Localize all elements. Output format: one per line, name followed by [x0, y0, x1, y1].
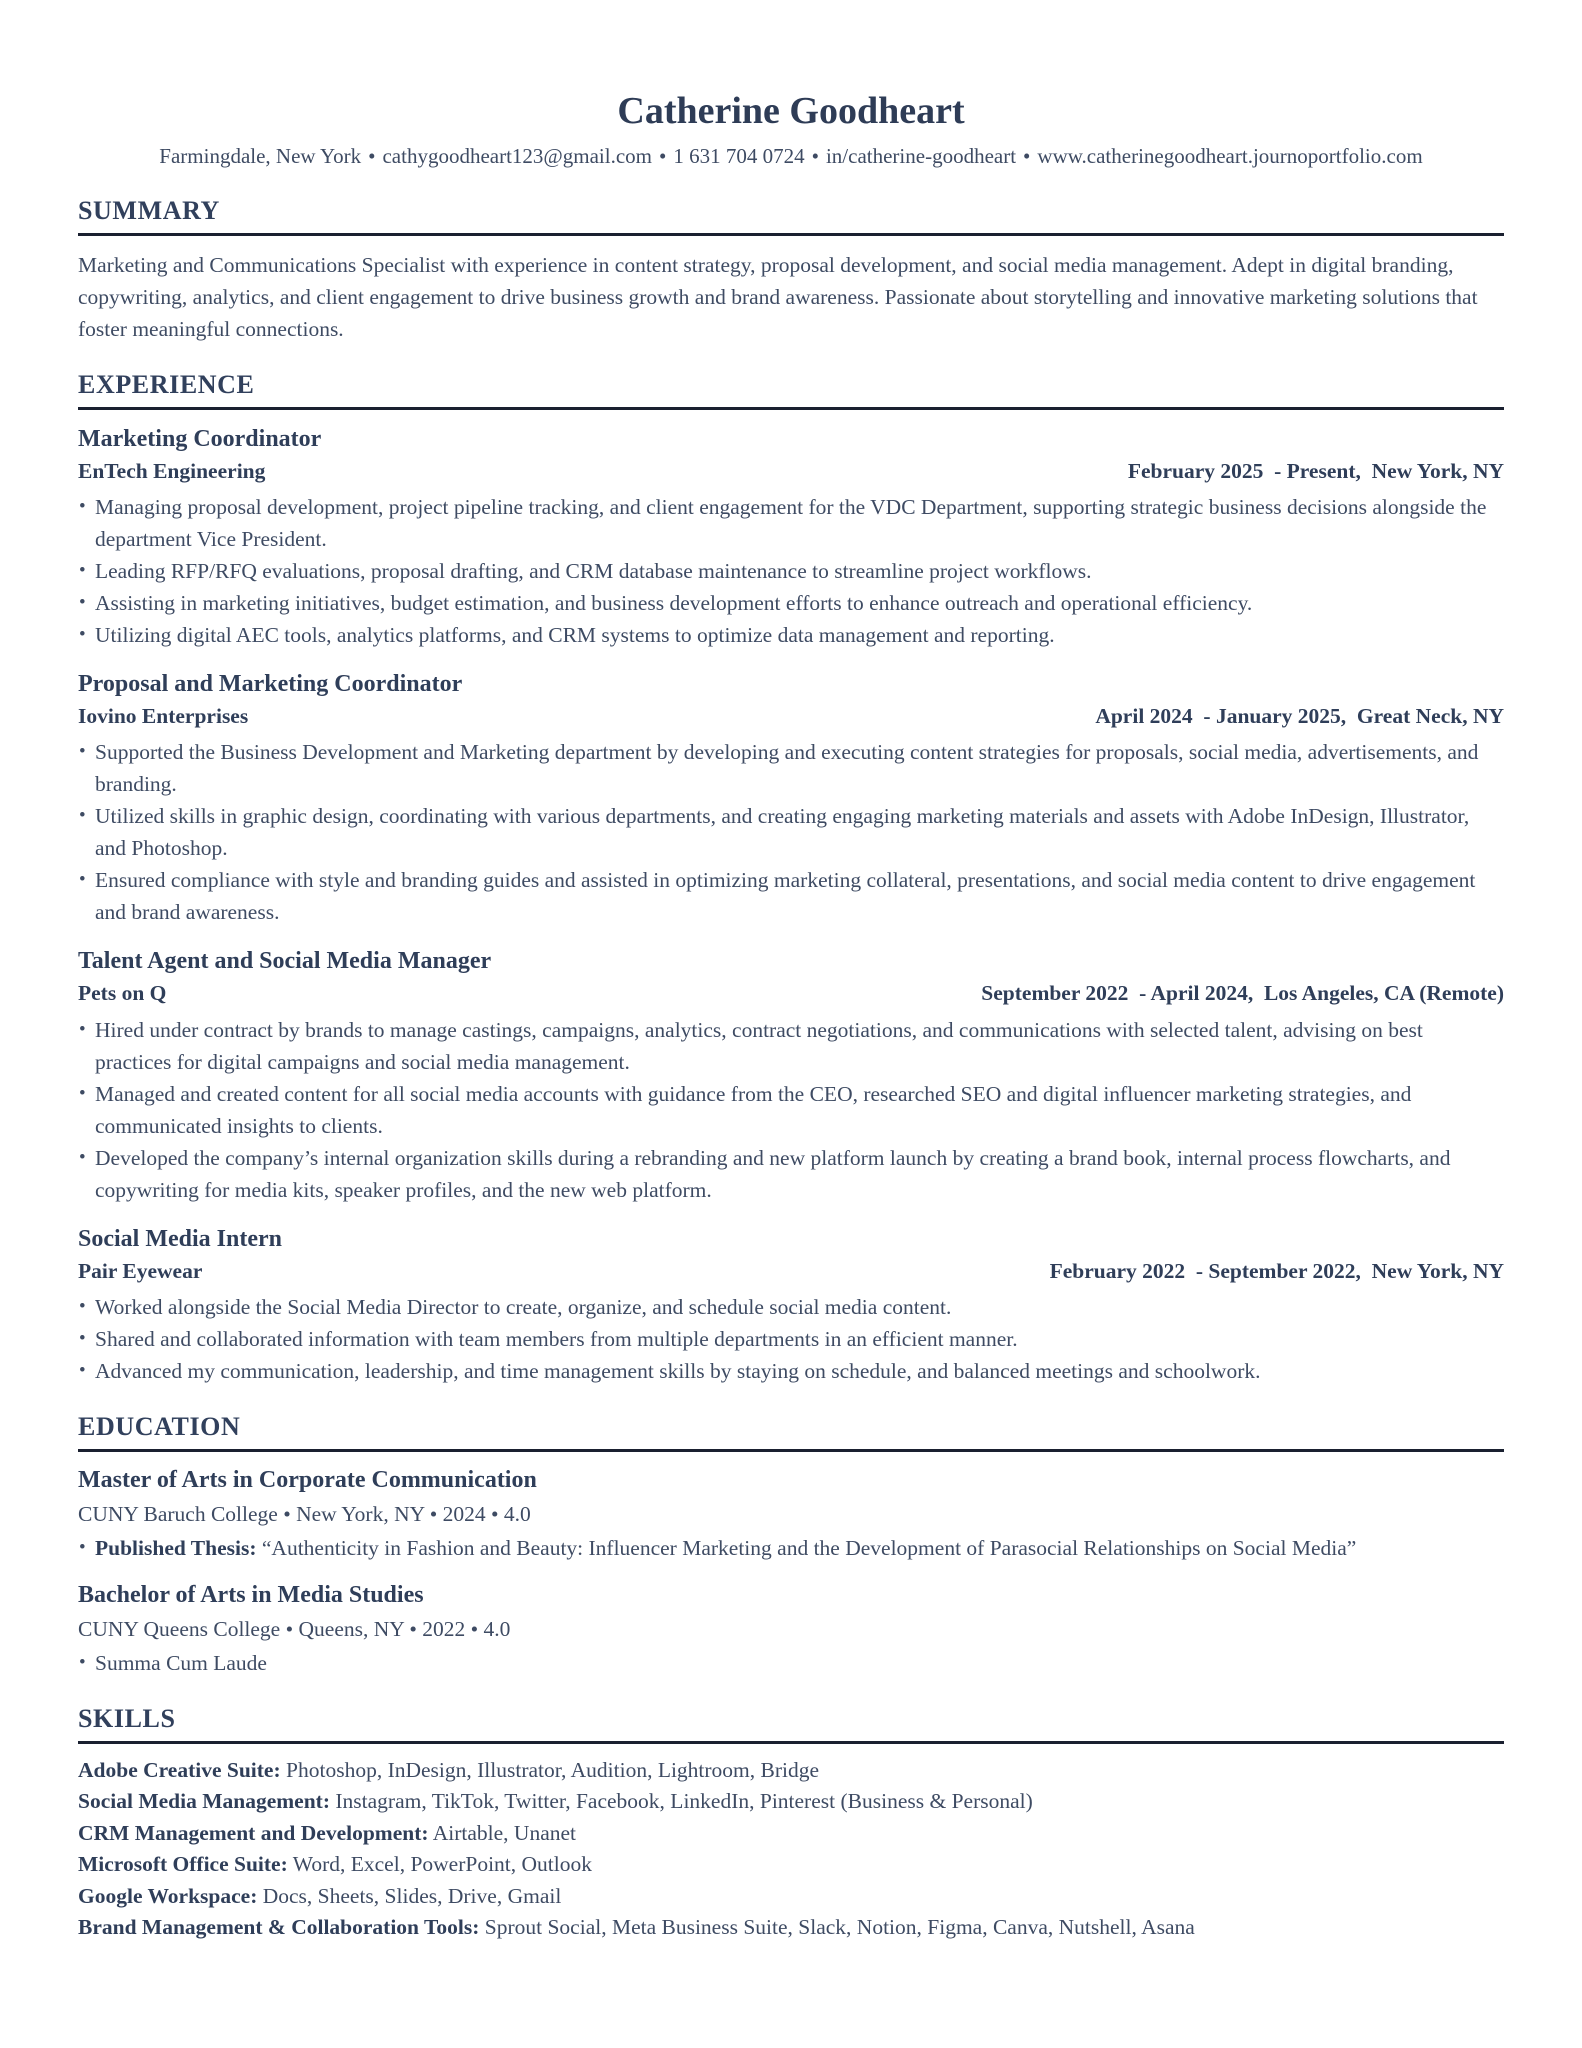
job-title: Talent Agent and Social Media Manager: [78, 948, 492, 975]
email-link[interactable]: cathygoodheart123@gmail.com: [382, 143, 652, 168]
degree-bullets: [78, 1647, 1504, 1679]
degree-details: CUNY Queens College • Queens, NY • 2022 • 4.0: [78, 1616, 511, 1641]
job-dates: September 2022 - April 2024, Los Angeles, CA (Remote): [981, 981, 1504, 1006]
linkedin-link[interactable]: in/catherine-goodheart: [825, 143, 1017, 168]
section-title-experience: EXPERIENCE: [78, 370, 255, 400]
job-bullet: • Managed and created content for all social media accounts with guidance from the CEO, researched SEO and digital influencer marketing strategies, and communicated insights to clients.: [78, 1078, 1504, 1142]
job-meta-row: [78, 1257, 1504, 1286]
contact-line: [78, 142, 1504, 171]
experience-job: [78, 1224, 1504, 1387]
skills-section: [78, 1703, 1504, 1944]
experience-job: [78, 669, 1504, 928]
section-title-skills: SKILLS: [78, 1703, 176, 1733]
job-bullet: • Advanced my communication, leadership, and time management skills by staying on schedule, and balanced meetings and schoolwork.: [78, 1355, 1504, 1387]
skill-line: [78, 1755, 1504, 1787]
skill-text: Docs, Sheets, Slides, Drive, Gmail: [262, 1883, 562, 1908]
skill-label: CRM Management and Development:: [78, 1820, 429, 1845]
summary-text: Marketing and Communications Specialist with experience in content strategy, proposal development, and social media management. Adept in digital branding, copywriting, analytics, and client engagement to drive business growth and brand awareness. Passionate about storytelling and innovative marketing solutions that foster meaningful connections.: [78, 253, 1478, 342]
job-bullet: • Ensured compliance with style and branding guides and assisted in optimizing marketing collateral, presentations, and social media content to drive engagement and brand awareness.: [78, 864, 1504, 928]
experience-job: [78, 946, 1504, 1205]
skill-line: [78, 1912, 1504, 1944]
job-bullet: • Developed the company’s internal organization skills during a rebranding and new platform launch by creating a brand book, internal process flowcharts, and copywriting for media kits, speaker profiles, and the new web platform.: [78, 1142, 1504, 1206]
degree-bullets: [78, 1532, 1504, 1564]
skill-text: Instagram, TikTok, Twitter, Facebook, LinkedIn, Pinterest (Business & Personal): [335, 1789, 1033, 1814]
job-bullet: • Shared and collaborated information with team members from multiple departments in an efficient manner.: [78, 1323, 1504, 1355]
degree-title: Master of Arts in Corporate Communication: [78, 1466, 537, 1493]
skill-text: Word, Excel, PowerPoint, Outlook: [292, 1852, 593, 1877]
skill-line: [78, 1818, 1504, 1850]
job-title: Social Media Intern: [78, 1225, 282, 1252]
skill-label: Microsoft Office Suite:: [78, 1852, 288, 1877]
skills-list: [78, 1755, 1504, 1944]
job-title: Marketing Coordinator: [78, 426, 322, 453]
job-title: Proposal and Marketing Coordinator: [78, 671, 463, 698]
skill-line: [78, 1849, 1504, 1881]
job-bullet: • Managing proposal development, project pipeline tracking, and client engagement for the VDC Department, supporting strategic business decisions alongside the department Vice President.: [78, 491, 1504, 555]
job-dates: April 2024 - January 2025, Great Neck, NY: [1095, 704, 1504, 729]
job-bullet: • Utilized skills in graphic design, coordinating with various departments, and creating engaging marketing materials and assets with Adobe InDesign, Illustrator, and Photoshop.: [78, 800, 1504, 864]
company-name: Pets on Q: [78, 981, 167, 1006]
job-bullets: [78, 491, 1504, 651]
job-bullet: • Utilizing digital AEC tools, analytics platforms, and CRM systems to optimize data management and reporting.: [78, 619, 1504, 651]
honors-text: Summa Cum Laude: [95, 1650, 267, 1675]
degree-bullet: [78, 1532, 1504, 1564]
job-meta-row: [78, 702, 1504, 731]
company-name: EnTech Engineering: [78, 459, 266, 484]
resume-name: Catherine Goodheart: [617, 90, 965, 132]
skill-text: Sprout Social, Meta Business Suite, Slack, Notion, Figma, Canva, Nutshell, Asana: [484, 1915, 1195, 1940]
skill-line: [78, 1881, 1504, 1913]
section-title-education: EDUCATION: [78, 1411, 241, 1441]
skill-label: Social Media Management:: [78, 1789, 330, 1814]
skill-line: [78, 1786, 1504, 1818]
job-meta-row: [78, 457, 1504, 486]
skill-text: Photoshop, InDesign, Illustrator, Audition, Lightroom, Bridge: [286, 1757, 820, 1782]
thesis-label: Published Thesis:: [95, 1535, 257, 1560]
job-bullet: • Hired under contract by brands to manage castings, campaigns, analytics, contract negotiations, and communications with selected talent, advising on best practices for digital campaigns and social media management.: [78, 1014, 1504, 1078]
degree-title: Bachelor of Arts in Media Studies: [78, 1581, 424, 1608]
job-dates: February 2022 - September 2022, New York, NY: [1049, 1258, 1504, 1283]
bullet-separator: •: [1023, 143, 1031, 168]
job-bullets: [78, 736, 1504, 928]
job-bullets: [78, 1014, 1504, 1206]
section-divider: [78, 1741, 1504, 1744]
summary-section: [78, 195, 1504, 345]
job-dates: February 2025 - Present, New York, NY: [1127, 459, 1504, 484]
location-text: Farmingdale, New York: [159, 143, 362, 168]
job-bullet: • Leading RFP/RFQ evaluations, proposal drafting, and CRM database maintenance to streamline project workflows.: [78, 555, 1504, 587]
degree-details: CUNY Baruch College • New York, NY • 2024 • 4.0: [78, 1501, 531, 1526]
section-divider: [78, 233, 1504, 236]
section-divider: [78, 1449, 1504, 1452]
experience-job: [78, 424, 1504, 651]
website-link[interactable]: www.catherinegoodheart.journoportfolio.com: [1037, 143, 1423, 168]
job-bullets: [78, 1291, 1504, 1387]
bullet-separator: •: [368, 143, 376, 168]
skill-text: Airtable, Unanet: [432, 1820, 577, 1845]
education-degree: [78, 1580, 1504, 1679]
experience-section: [78, 369, 1504, 1386]
skill-label: Adobe Creative Suite:: [78, 1757, 281, 1782]
job-meta-row: [78, 979, 1504, 1008]
skill-label: Google Workspace:: [78, 1883, 258, 1908]
bullet-separator: •: [659, 143, 667, 168]
phone-text: 1 631 704 0724: [673, 143, 805, 168]
job-bullet: • Worked alongside the Social Media Director to create, organize, and schedule social media content.: [78, 1291, 1504, 1323]
section-title-summary: SUMMARY: [78, 196, 220, 226]
degree-bullet: [78, 1647, 1504, 1679]
bullet-separator: •: [811, 143, 819, 168]
education-section: [78, 1411, 1504, 1679]
job-bullet: • Supported the Business Development and Marketing department by developing and executing content strategies for proposals, social media, advertisements, and branding.: [78, 736, 1504, 800]
education-degree: [78, 1465, 1504, 1564]
section-divider: [78, 407, 1504, 410]
skill-label: Brand Management & Collaboration Tools:: [78, 1915, 480, 1940]
thesis-text: “Authenticity in Fashion and Beauty: Influencer Marketing and the Development of Parasocial Relationships on Social Media”: [261, 1535, 1357, 1560]
job-bullet: • Assisting in marketing initiatives, budget estimation, and business development efforts to enhance outreach and operational efficiency.: [78, 587, 1504, 619]
company-name: Pair Eyewear: [78, 1258, 203, 1283]
company-name: Iovino Enterprises: [78, 704, 249, 729]
